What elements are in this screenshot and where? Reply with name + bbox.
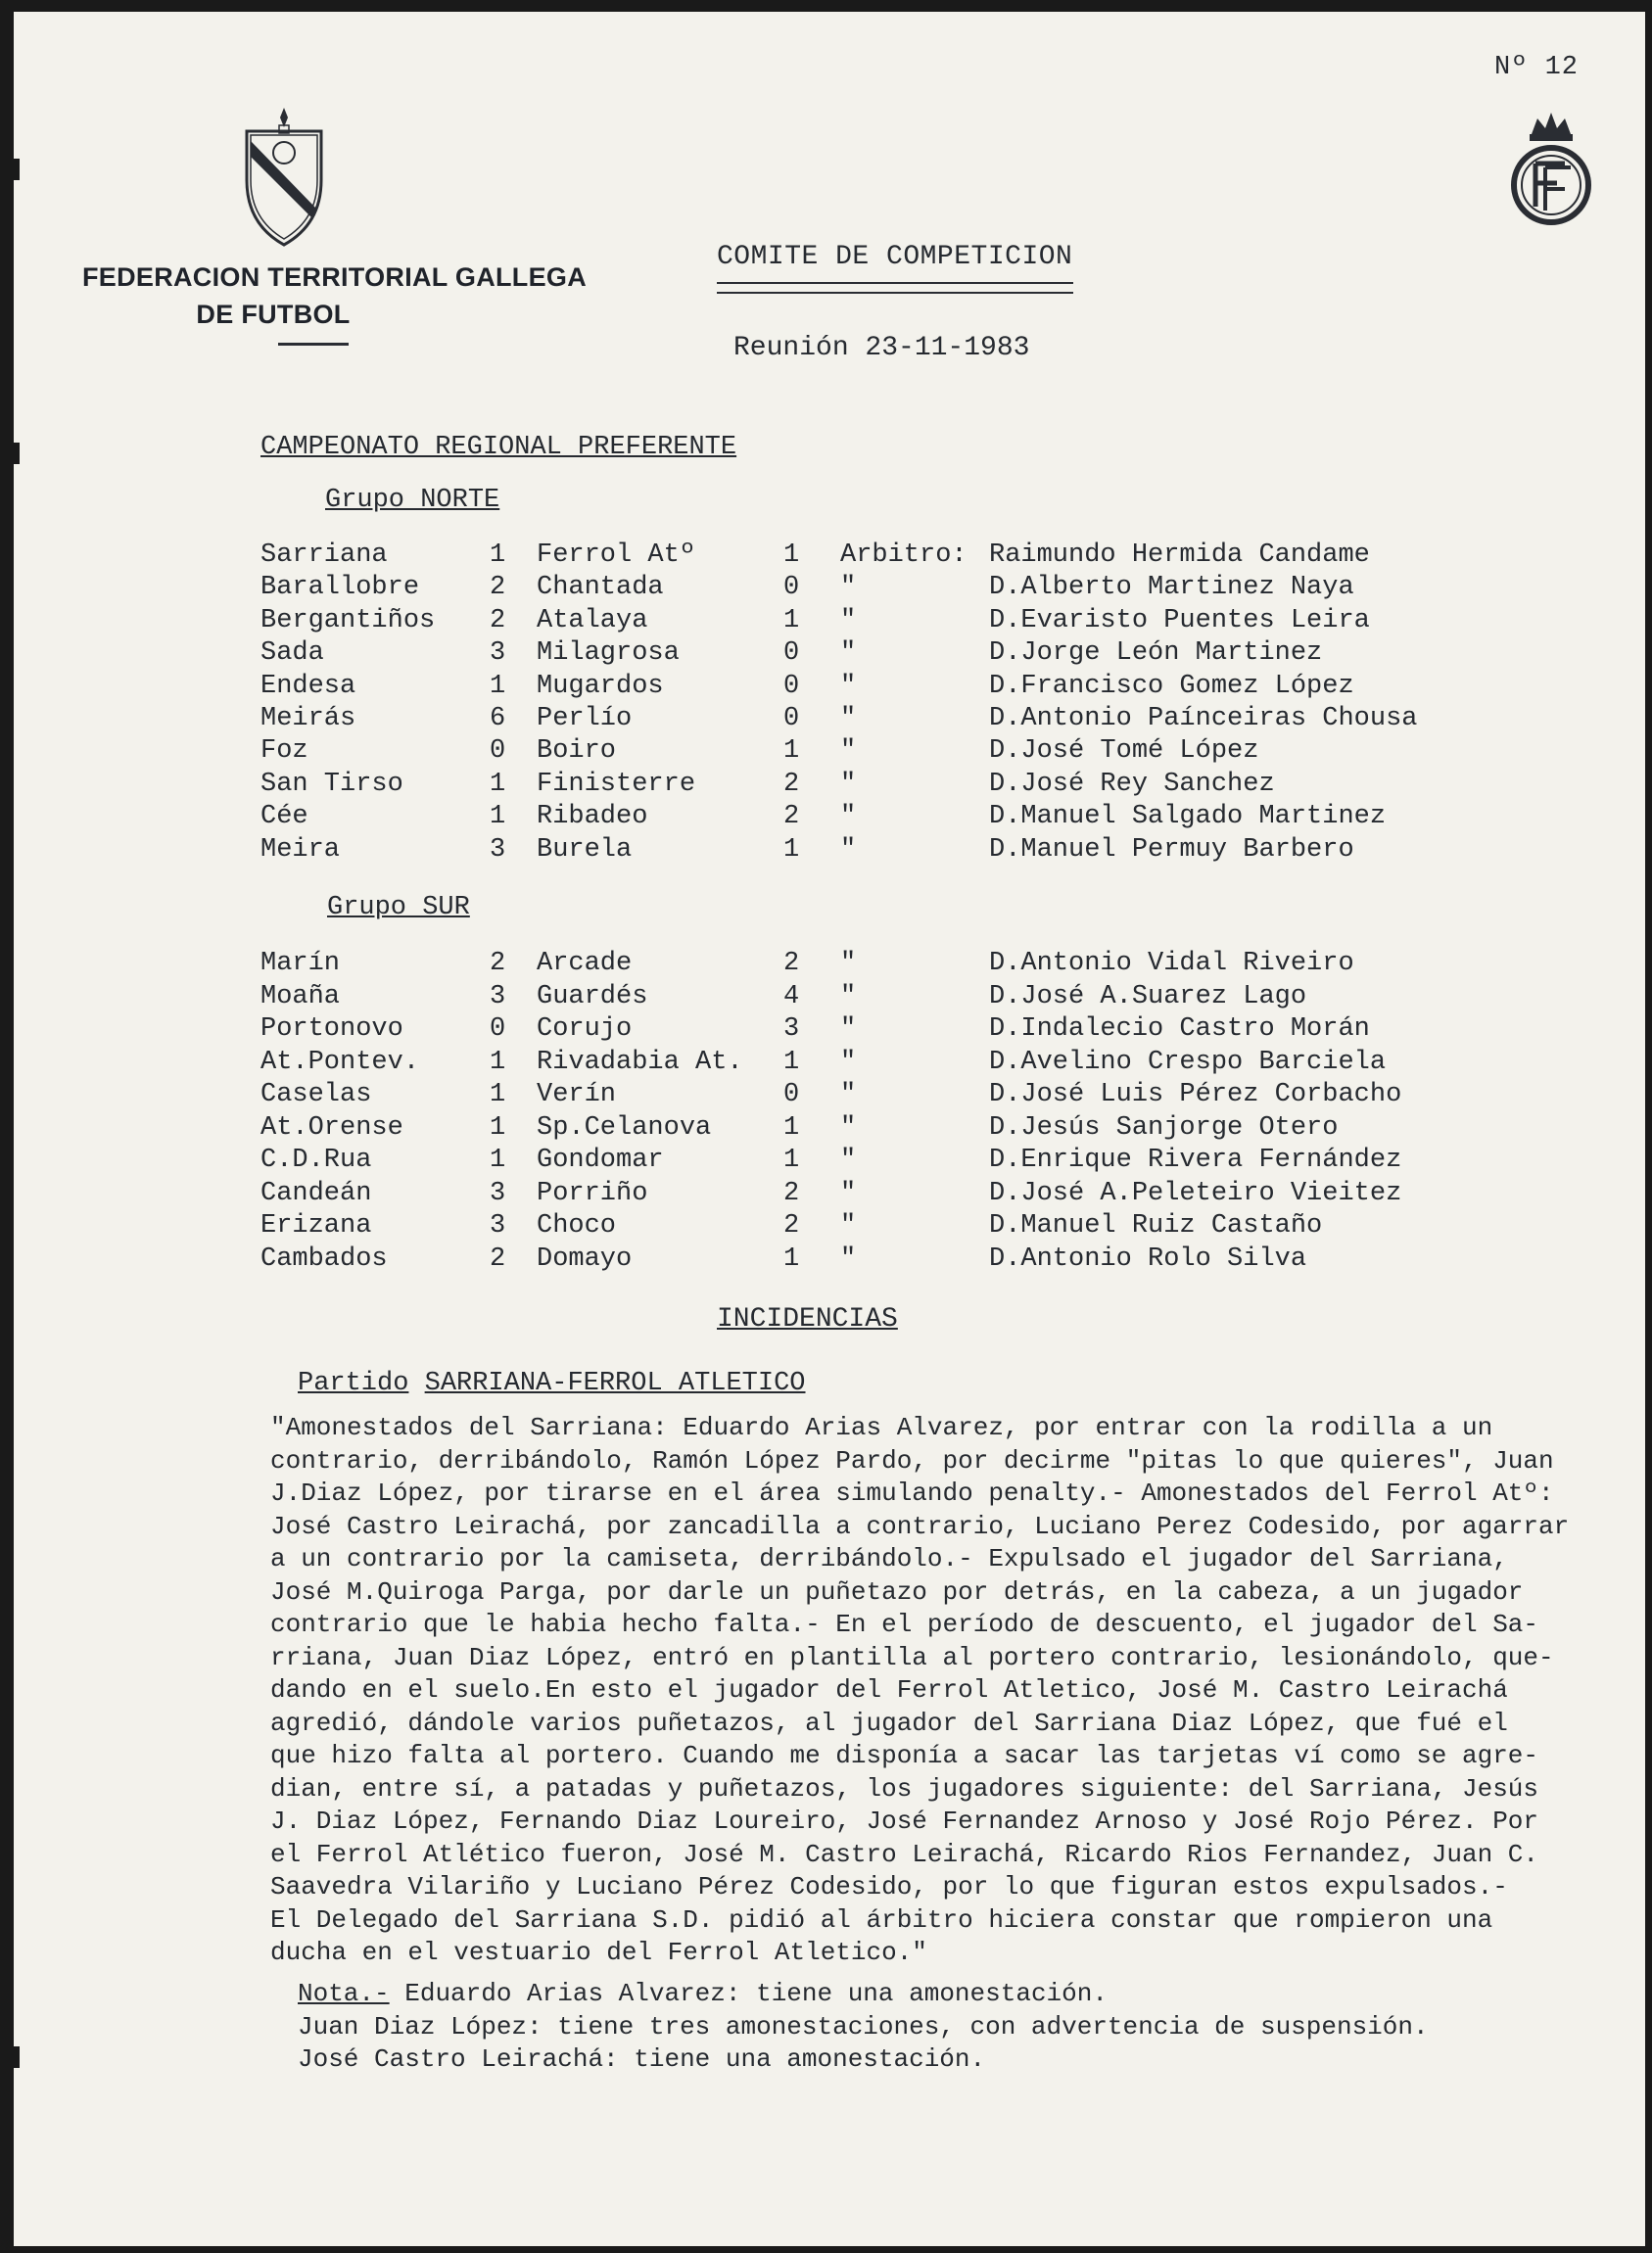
referee-label: " xyxy=(840,1211,857,1241)
report-line: José Castro Leirachá, por zancadilla a contrario, Luciano Perez Codesido, por agarrar xyxy=(270,1511,1570,1541)
punch-hole-mark xyxy=(14,159,20,180)
incidents-title: INCIDENCIAS xyxy=(717,1304,898,1335)
referee-label: " xyxy=(840,834,857,865)
home-team: Foz xyxy=(260,736,308,767)
home-score: 3 xyxy=(490,834,506,865)
report-line: ducha en el vestuario del Ferrol Atletico." xyxy=(270,1938,927,1967)
home-team: At.Pontev. xyxy=(260,1047,420,1077)
referee-label: " xyxy=(840,638,857,669)
referee-name: D.Enrique Rivera Fernández xyxy=(989,1146,1402,1175)
home-team: Barallobre xyxy=(260,573,420,603)
referee-name: D.José A.Suarez Lago xyxy=(989,981,1307,1011)
referee-label: " xyxy=(840,573,857,603)
report-line: rriana, Juan Diaz López, entró en plantilla al portero contrario, lesionándolo, que- xyxy=(270,1642,1554,1672)
incident-match-title xyxy=(298,1369,806,1398)
referee-name: D.Evaristo Puentes Leira xyxy=(989,605,1370,635)
away-score: 1 xyxy=(783,736,800,767)
away-team: Gondomar xyxy=(537,1146,664,1175)
away-score: 2 xyxy=(783,949,800,978)
away-score: 0 xyxy=(783,671,800,701)
report-line: "Amonestados del Sarriana: Eduardo Arias Alvarez, por entrar con la rodilla a un xyxy=(270,1413,1493,1442)
away-score: 1 xyxy=(783,834,800,865)
home-team: Moaña xyxy=(260,981,341,1011)
home-team: Cée xyxy=(260,802,308,832)
match-row xyxy=(14,1244,1645,1277)
referee-label: " xyxy=(840,1047,857,1077)
referee-name: D.Antonio Paínceiras Chousa xyxy=(989,704,1418,733)
page-number: Nº 12 xyxy=(1494,53,1580,82)
home-score: 1 xyxy=(490,671,506,701)
home-score: 3 xyxy=(490,981,506,1011)
away-score: 1 xyxy=(783,1112,800,1143)
away-score: 3 xyxy=(783,1014,800,1044)
referee-label: " xyxy=(840,802,857,832)
away-score: 1 xyxy=(783,1047,800,1077)
referee-label: " xyxy=(840,1112,857,1143)
match-row xyxy=(14,1014,1645,1047)
referee-label: " xyxy=(840,671,857,701)
away-score: 1 xyxy=(783,540,800,570)
referee-name: D.Indalecio Castro Morán xyxy=(989,1014,1370,1044)
meeting-date: Reunión 23-11-1983 xyxy=(733,333,1030,363)
away-score: 1 xyxy=(783,1244,800,1274)
report-line: dian, entre sí, a patadas y puñetazos, los jugadores siguiente: del Sarriana, Jesús xyxy=(270,1773,1539,1804)
referee-name: D.Antonio Rolo Silva xyxy=(989,1244,1307,1274)
note-text: Eduardo Arias Alvarez: tiene una amonestación. xyxy=(404,1979,1108,2008)
referee-name: D.Manuel Ruiz Castaño xyxy=(989,1211,1323,1241)
referee-name: D.Manuel Permuy Barbero xyxy=(989,834,1354,865)
home-team: Endesa xyxy=(260,671,356,701)
away-team: Porriño xyxy=(537,1178,648,1208)
away-score: 0 xyxy=(783,704,800,733)
away-score: 2 xyxy=(783,769,800,799)
match-row xyxy=(14,982,1645,1014)
federation-name xyxy=(82,258,588,333)
report-line: contrario, derribándolo, Ramón López Pardo, por decirme "pitas lo que quieres", Juan xyxy=(270,1445,1554,1476)
notes-block xyxy=(298,1978,1429,2077)
away-team: Rivadabia At. xyxy=(537,1047,743,1077)
away-team: Finisterre xyxy=(537,769,696,799)
away-team: Boiro xyxy=(537,736,617,767)
punch-hole-mark xyxy=(14,443,20,464)
home-team: Cambados xyxy=(260,1244,388,1274)
group-sur-heading: Grupo SUR xyxy=(327,893,470,922)
away-team: Choco xyxy=(537,1211,617,1241)
report-line: el Ferrol Atlético fueron, José M. Castro Leirachá, Ricardo Rios Fernandez, Juan C. xyxy=(270,1839,1539,1869)
home-team: San Tirso xyxy=(260,769,403,799)
away-team: Chantada xyxy=(537,573,664,603)
referee-name: D.Alberto Martinez Naya xyxy=(989,573,1354,603)
referee-name: D.José Luis Pérez Corbacho xyxy=(989,1080,1402,1109)
match-row xyxy=(14,736,1645,769)
report-line: J.Diaz López, por tirarse en el área simulando penalty.- Amonestados del Ferrol Atº: xyxy=(270,1479,1554,1508)
referee-label: Arbitro: xyxy=(840,540,968,570)
match-row xyxy=(14,770,1645,802)
home-score: 3 xyxy=(490,1178,506,1208)
referee-label: " xyxy=(840,1146,857,1175)
away-team: Verín xyxy=(537,1080,617,1109)
away-score: 0 xyxy=(783,1080,800,1109)
home-score: 2 xyxy=(490,1244,506,1274)
away-team: Milagrosa xyxy=(537,638,680,669)
home-score: 2 xyxy=(490,573,506,603)
away-team: Domayo xyxy=(537,1244,633,1274)
away-score: 2 xyxy=(783,1211,800,1241)
note-line: José Castro Leirachá: tiene una amonestación. xyxy=(298,2044,986,2074)
referee-label: " xyxy=(840,605,857,635)
home-score: 2 xyxy=(490,605,506,635)
away-team: Ribadeo xyxy=(537,802,648,832)
home-team: Erizana xyxy=(260,1211,372,1241)
referee-label: " xyxy=(840,949,857,978)
report-line: José M.Quiroga Parga, por darle un puñetazo por detrás, en la cabeza, a un jugador xyxy=(270,1576,1524,1607)
home-team: Sarriana xyxy=(260,540,388,570)
match-row xyxy=(14,1179,1645,1211)
group-norte-heading: Grupo NORTE xyxy=(325,486,500,515)
referee-label: " xyxy=(840,981,857,1011)
referee-label: " xyxy=(840,769,857,799)
away-score: 2 xyxy=(783,802,800,832)
away-team: Mugardos xyxy=(537,671,664,701)
incident-match-name: SARRIANA-FERROL ATLETICO xyxy=(424,1369,806,1398)
federation-name-line2: DE FUTBOL xyxy=(196,300,351,329)
away-score: 1 xyxy=(783,1146,800,1175)
document-page xyxy=(14,12,1645,2246)
referee-name: D.Francisco Gomez López xyxy=(989,671,1354,701)
home-team: Caselas xyxy=(260,1080,372,1109)
away-team: Guardés xyxy=(537,981,648,1011)
away-team: Perlío xyxy=(537,704,633,733)
referee-report xyxy=(270,1412,1636,1970)
report-line: contrario que le habia hecho falta.- En el período de descuento, el jugador del Sa- xyxy=(270,1610,1539,1639)
referee-name: D.Jesús Sanjorge Otero xyxy=(989,1112,1339,1143)
referee-name: D.José Tomé López xyxy=(989,736,1259,767)
home-team: Bergantiños xyxy=(260,605,436,635)
note-line: Juan Diaz López: tiene tres amonestaciones, con advertencia de suspensión. xyxy=(298,2011,1429,2042)
home-score: 1 xyxy=(490,802,506,832)
match-row xyxy=(14,1113,1645,1146)
match-row xyxy=(14,573,1645,605)
away-team: Arcade xyxy=(537,949,633,978)
note-label: Nota.- xyxy=(298,1979,390,2008)
referee-label: " xyxy=(840,1080,857,1109)
match-row xyxy=(14,1146,1645,1178)
match-row xyxy=(14,540,1645,573)
federation-underline xyxy=(278,343,349,346)
punch-hole-mark xyxy=(14,2046,20,2068)
home-score: 3 xyxy=(490,638,506,669)
report-line: agredió, dándole varios puñetazos, al jugador del Sarriana Diaz López, que fué el xyxy=(270,1708,1508,1738)
report-line: Saavedra Vilariño y Luciano Pérez Codesido, por lo que figuran estos expulsados.- xyxy=(270,1872,1508,1901)
away-team: Ferrol Atº xyxy=(537,540,696,570)
referee-name: D.Jorge León Martinez xyxy=(989,638,1323,669)
away-score: 2 xyxy=(783,1178,800,1208)
home-score: 2 xyxy=(490,949,506,978)
match-row xyxy=(14,638,1645,671)
match-row xyxy=(14,835,1645,868)
home-score: 1 xyxy=(490,1146,506,1175)
home-team: Meira xyxy=(260,834,341,865)
match-row xyxy=(14,1211,1645,1244)
home-team: Candeán xyxy=(260,1178,372,1208)
match-row xyxy=(14,949,1645,981)
away-team: Atalaya xyxy=(537,605,648,635)
referee-name: D.Antonio Vidal Riveiro xyxy=(989,949,1354,978)
home-score: 1 xyxy=(490,540,506,570)
home-team: Portonovo xyxy=(260,1014,403,1044)
away-score: 0 xyxy=(783,638,800,669)
report-line: El Delegado del Sarriana S.D. pidió al árbitro hiciera constar que rompieron una xyxy=(270,1904,1493,1935)
home-score: 3 xyxy=(490,1211,506,1241)
referee-label: " xyxy=(840,704,857,733)
away-team: Burela xyxy=(537,834,633,865)
referee-name: D.José A.Peleteiro Vieitez xyxy=(989,1178,1402,1208)
report-line: que hizo falta al portero. Cuando me disponía a sacar las tarjetas ví como se agre- xyxy=(270,1741,1539,1770)
championship-title: CAMPEONATO REGIONAL PREFERENTE xyxy=(260,433,737,462)
home-score: 1 xyxy=(490,769,506,799)
home-score: 0 xyxy=(490,736,506,767)
report-line: J. Diaz López, Fernando Diaz Loureiro, José Fernandez Arnoso y José Rojo Pérez. Por xyxy=(270,1807,1539,1836)
away-team: Corujo xyxy=(537,1014,633,1044)
report-line: a un contrario por la camiseta, derribándolo.- Expulsado el jugador del Sarriana, xyxy=(270,1544,1508,1573)
home-score: 0 xyxy=(490,1014,506,1044)
home-team: At.Orense xyxy=(260,1112,403,1143)
referee-name: D.Manuel Salgado Martinez xyxy=(989,802,1387,832)
match-row xyxy=(14,704,1645,736)
match-row xyxy=(14,1080,1645,1112)
incident-match-prefix: Partido xyxy=(298,1369,409,1398)
home-score: 1 xyxy=(490,1080,506,1109)
home-score: 6 xyxy=(490,704,506,733)
match-row xyxy=(14,672,1645,704)
federation-crest-logo xyxy=(1502,105,1600,237)
home-score: 1 xyxy=(490,1047,506,1077)
referee-label: " xyxy=(840,1014,857,1044)
away-team: Sp.Celanova xyxy=(537,1112,712,1143)
referee-label: " xyxy=(840,736,857,767)
referee-label: " xyxy=(840,1178,857,1208)
federation-shield-logo xyxy=(237,102,331,254)
report-line: dando en el suelo.En esto el jugador del Ferrol Atletico, José M. Castro Leirachá xyxy=(270,1675,1508,1705)
referee-name: D.José Rey Sanchez xyxy=(989,769,1275,799)
home-team: Sada xyxy=(260,638,324,669)
home-score: 1 xyxy=(490,1112,506,1143)
note-line xyxy=(298,1978,1429,2011)
committee-title: COMITE DE COMPETICION xyxy=(717,242,1073,272)
away-score: 4 xyxy=(783,981,800,1011)
match-row xyxy=(14,606,1645,638)
federation-name-line1: FEDERACION TERRITORIAL GALLEGA xyxy=(82,262,588,292)
match-row xyxy=(14,802,1645,834)
referee-name: D.Avelino Crespo Barciela xyxy=(989,1047,1387,1077)
match-row xyxy=(14,1048,1645,1080)
home-team: Marín xyxy=(260,949,341,978)
away-score: 0 xyxy=(783,573,800,603)
away-score: 1 xyxy=(783,605,800,635)
home-team: C.D.Rua xyxy=(260,1146,372,1175)
home-team: Meirás xyxy=(260,704,356,733)
committee-double-rule xyxy=(717,282,1073,294)
referee-name: Raimundo Hermida Candame xyxy=(989,540,1370,570)
referee-label: " xyxy=(840,1244,857,1274)
